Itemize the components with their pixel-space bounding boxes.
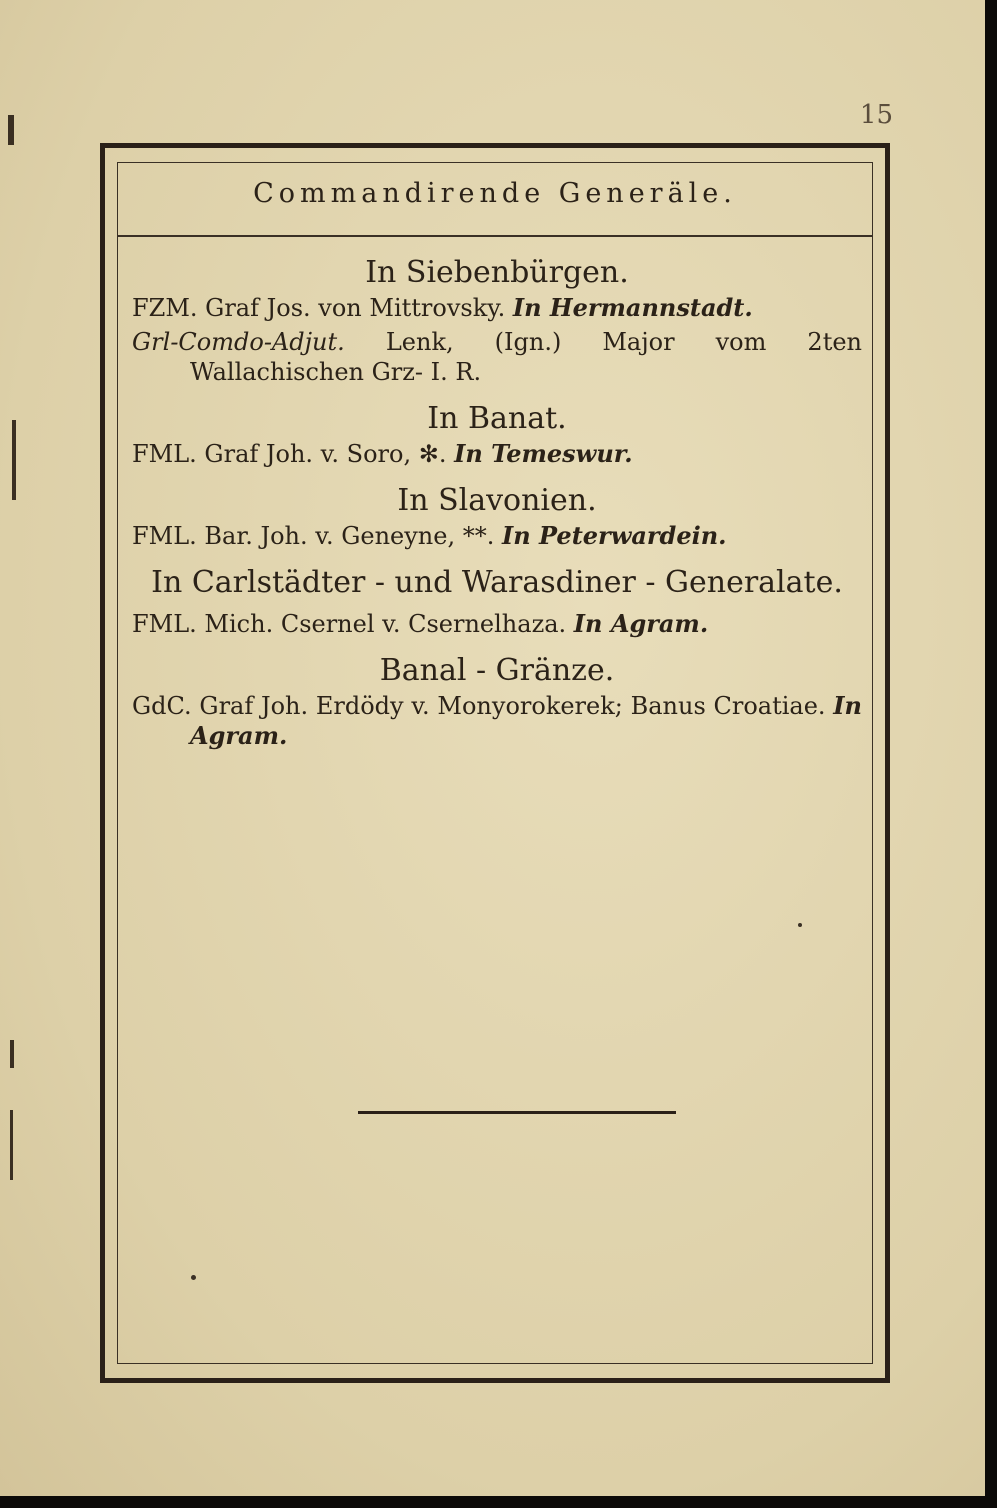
entry-location: In Hermannstadt. — [512, 293, 753, 322]
list-item — [132, 691, 862, 751]
ink-speck — [191, 1275, 196, 1280]
ornamental-frame — [100, 143, 890, 1383]
entry-text: FML. Graf Joh. v. Soro, ✻. — [132, 440, 447, 468]
closing-rule — [358, 1111, 676, 1114]
entry-location: In Agram. — [573, 609, 709, 638]
inner-frame — [117, 162, 873, 1364]
spine-mark — [12, 420, 16, 500]
page-number: 15 — [859, 100, 893, 130]
spine-mark — [10, 1110, 13, 1180]
list-item — [132, 521, 862, 551]
section-title-slavonien: In Slavonien. — [397, 483, 597, 518]
entry-location: In Temeswur. — [454, 439, 633, 468]
entry-location: In Peterwardein. — [502, 521, 727, 550]
list-item — [132, 327, 862, 387]
section-title-siebenbuergen: In Siebenbürgen. — [365, 255, 629, 290]
entry-text: FML. Bar. Joh. v. Geneyne, **. — [132, 522, 495, 550]
ink-speck — [798, 923, 802, 927]
content-body — [132, 253, 862, 751]
entry-text: Lenk, (Ign.) Major vom 2ten Wallachischen Grz- I. R. — [190, 328, 862, 386]
section-title-banal-graenze: Banal - Gränze. — [379, 653, 615, 688]
list-item — [132, 439, 862, 469]
page-heading: Commandirende Generäle. — [118, 163, 872, 237]
entry-location: In Agram. — [190, 691, 862, 750]
entry-rank: Grl-Comdo-Adjut. — [132, 328, 345, 356]
list-item — [132, 609, 862, 639]
spine-mark — [8, 115, 14, 145]
list-item — [132, 293, 862, 323]
section-title-banat: In Banat. — [427, 401, 567, 436]
entry-text: GdC. Graf Joh. Erdödy v. Monyorokerek; Banus Croatiae. — [132, 692, 826, 720]
entry-text: FZM. Graf Jos. von Mittrovsky. — [132, 294, 506, 322]
section-title-carlstaedter: In Carlstädter - und Warasdiner - Generalate. — [151, 565, 843, 600]
spine-mark — [10, 1040, 14, 1068]
entry-text: FML. Mich. Csernel v. Csernelhaza. — [132, 610, 567, 638]
